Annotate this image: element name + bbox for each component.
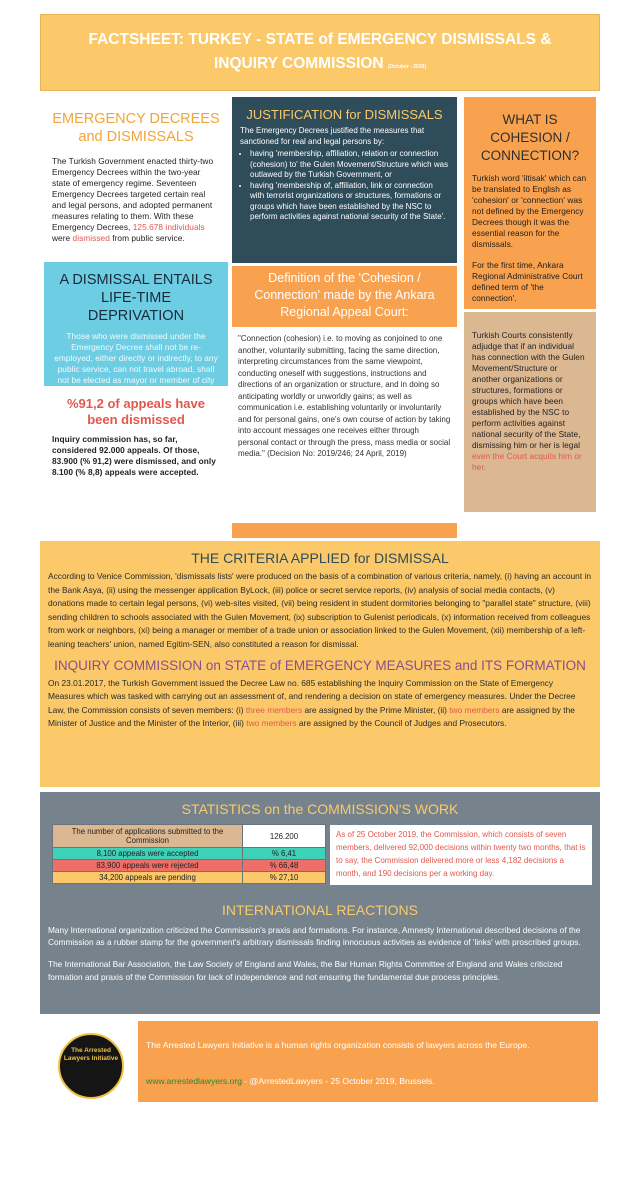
factsheet-header [40, 14, 600, 91]
definition-section [232, 266, 457, 538]
international-paragraph-1: Many International organization criticized the Commission's praxis and formations. For instance, Amnesty International described decisions of the Commission as a rubber stamp for the government's arbitrary dismissals finding innocuous activities as evidence of 'links' with proscribed groups. [48, 925, 581, 948]
emergency-decrees-text: The Turkish Government enacted thirty-two Emergency Decrees within the two-year state of emergency regime. Seventeen Emergency Decrees targeted certain real and legal persons, and adopted permanent measures relating to them. With these Emergency Decrees, 125.678 individuals were dismissed from public service. [52, 156, 214, 243]
statistics-value: % 27,10 [243, 872, 326, 884]
statistics-value: % 66,48 [243, 860, 326, 872]
statistics-table [52, 824, 326, 884]
justification-intro: The Emergency Decrees justified the measures that sanctioned for real and legal persons by: [240, 126, 425, 146]
appeals-text: Inquiry commission has, so far, considered 92.000 appeals. Of those, 83.900 (% 91,2) were dismissed, and only 8.100 (% 8,8) appeals were accepted. [52, 434, 216, 477]
criteria-text: According to Venice Commission, 'dismissals lists' were produced on the basis of a combination of various criteria, namely, (i) having an account in the Bank Asya, (ii) using the messenger application ByLock, (iii) police or secret service reports, (iv) analysis of social media contacts, (v) donations made to certain legal persons, (vi) web-sites visited, (vii) being resident in student dormitories belonging to "parallel state" structure, (viii) sending children to schools associated with the Gulen Movement, (ix) subscription to Gulenist periodicals, (x) information received from colleagues from work or neighbors, (xi) being a manager or member of a trade union or association linked to the Gulen Movement, (xii) membership of a left-leaning teachers' union, named Egitim-SEN, also constituted a reason for dismissal. [48, 571, 592, 649]
website-link[interactable]: www.arrestedlawyers.org [146, 1076, 242, 1086]
appeals-heading: %91,2 of appeals have been dismissed [66, 396, 205, 427]
justification-bullet: • having 'membership of, affiliation, link or connection with terrorist organizations or structures, formations or groups which have been established by the NSC to perform activities against national security of the State'. [250, 181, 449, 223]
statistics-label: 8,100 appeals were accepted [53, 848, 243, 860]
statistics-heading: STATISTICS on the COMMISSION'S WORK [181, 801, 459, 817]
arrested-lawyers-logo: The Arrested Lawyers Initiative [58, 1033, 124, 1099]
cohesion-section [464, 97, 596, 309]
international-paragraph-2: The International Bar Association, the Law Society of England and Wales, the Bar Human Rights Committee of England and Wales criticized formation and praxis of the Commission for lack of independence and not ensuring the fundamental due process principles. [48, 959, 563, 982]
inquiry-text: On 23.01.2017, the Turkish Government issued the Decree Law no. 685 establishing the Inquiry Commission on the State of Emergency Measures which was tasked with carrying out an assessment of, and rendering a decision on state of emergency measures. Under the Decree Law, the Commission consists of seven members: (i) three members are assigned by the Prime Minister, (ii) two members are assigned by the Minister of Justice and the Minister of the Interior, (iii) two members are assigned by the Council of Judges and Prosecutors. [48, 677, 576, 729]
international-heading: INTERNATIONAL REACTIONS [221, 902, 419, 918]
statistics-row [53, 825, 326, 848]
statistics-value: 126.200 [243, 825, 326, 848]
justification-heading: JUSTIFICATION for DISMISSALS [246, 107, 443, 122]
lifetime-heading: A DISMISSAL ENTAILS LIFE-TIME DEPRIVATION [59, 272, 213, 324]
header-title-line2: INQUIRY COMMISSION (October - 2019) [213, 55, 427, 72]
cohesion-text-1: Turkish word 'iltisak' which can be translated to English as 'cohesion' or 'connection' was not defined by the Emergency Decrees though it was the essential reason for the dismissals. [472, 173, 587, 249]
lifetime-deprivation-section [44, 262, 228, 396]
criteria-section [40, 541, 600, 787]
definition-quote: "Connection (cohesion) i.e. to moving as conjoined to one another, voluntarily submitting, facing the same direction, interpreting circumstances from the same viewpoint, conducting oneself with suggestions, instructions and directions of an organization or structure, and in doing so anticipating worldly or unworldly gains; as well as communication i.e. establishing voluntarily or involuntarily and for personal gains, one's own course of action by taking into account messages one receives either through personal contact or through the press, mass media or social media." (Decision No: 2019/246; 24 April, 2019) [232, 327, 457, 523]
appeals-section [44, 388, 228, 498]
footer-contact: www.arrestedlawyers.org - @ArrestedLawyers - 25 October 2019, Brussels. [146, 1076, 435, 1086]
footer-about: The Arrested Lawyers Initiative is a human rights organization consists of lawyers across the Europe. [146, 1040, 530, 1050]
cohesion-heading: WHAT IS COHESION / CONNECTION? [480, 112, 580, 163]
definition-heading: Definition of the 'Cohesion / Connection' made by the Ankara Regional Appeal Court: [254, 271, 435, 319]
statistics-value: % 6,41 [243, 848, 326, 860]
justification-section [232, 97, 457, 263]
statistics-label: The number of applications submitted to the Commission [53, 825, 243, 848]
cohesion-text-2: For the first time, Ankara Regional Administrative Court defined term of 'the connection'. [472, 260, 583, 303]
justification-list [240, 149, 449, 223]
criteria-heading: THE CRITERIA APPLIED for DISMISSAL [191, 550, 449, 566]
statistics-row [53, 848, 326, 860]
statistics-label: 34,200 appeals are pending [53, 872, 243, 884]
lifetime-text: Those who were dismissed under the Emergency Decree shall not be re-employed, either directly or indirectly, to any public service, can not travel abroad, shall not be elected as mayor or member of city council. [54, 331, 218, 396]
statistics-label: 83,900 appeals were rejected [53, 860, 243, 872]
courts-section [464, 312, 596, 512]
emergency-decrees-section [44, 100, 228, 260]
statistics-section [40, 792, 600, 1014]
header-title-line1: FACTSHEET: TURKEY - STATE of EMERGENCY DISMISSALS & [88, 31, 552, 48]
courts-text: Turkish Courts consistently adjudge that if an individual has connection with the Gulen Movement/Structure or another organizations or structures, formations or groups which have been established by the NSC to perform activities against national security of the State, dismissing him or her is legal even the Court acquits him or her. [472, 330, 585, 472]
international-text [48, 924, 596, 983]
footer-box [138, 1021, 598, 1102]
emergency-decrees-heading: EMERGENCY DECREES and DISMISSALS [52, 111, 220, 145]
statistics-row [53, 860, 326, 872]
header-date-note: (October - 2019) [387, 64, 427, 70]
statistics-note: As of 25 October 2019, the Commission, which consists of seven members, delivered 92,000 decisions within twenty two months, that is to say, the Commission delivered more or less 4,182 decisions a month, and 190 decisions per a working day. [330, 825, 592, 885]
statistics-row [53, 872, 326, 884]
justification-bullet: • having 'membership, affiliation, relation or connection (cohesion) to' the Gulen Movement/Structure which was outlawed by the Turkish Government, or [250, 149, 449, 181]
inquiry-heading: INQUIRY COMMISSION on STATE of EMERGENCY MEASURES and ITS FORMATION [54, 657, 586, 673]
